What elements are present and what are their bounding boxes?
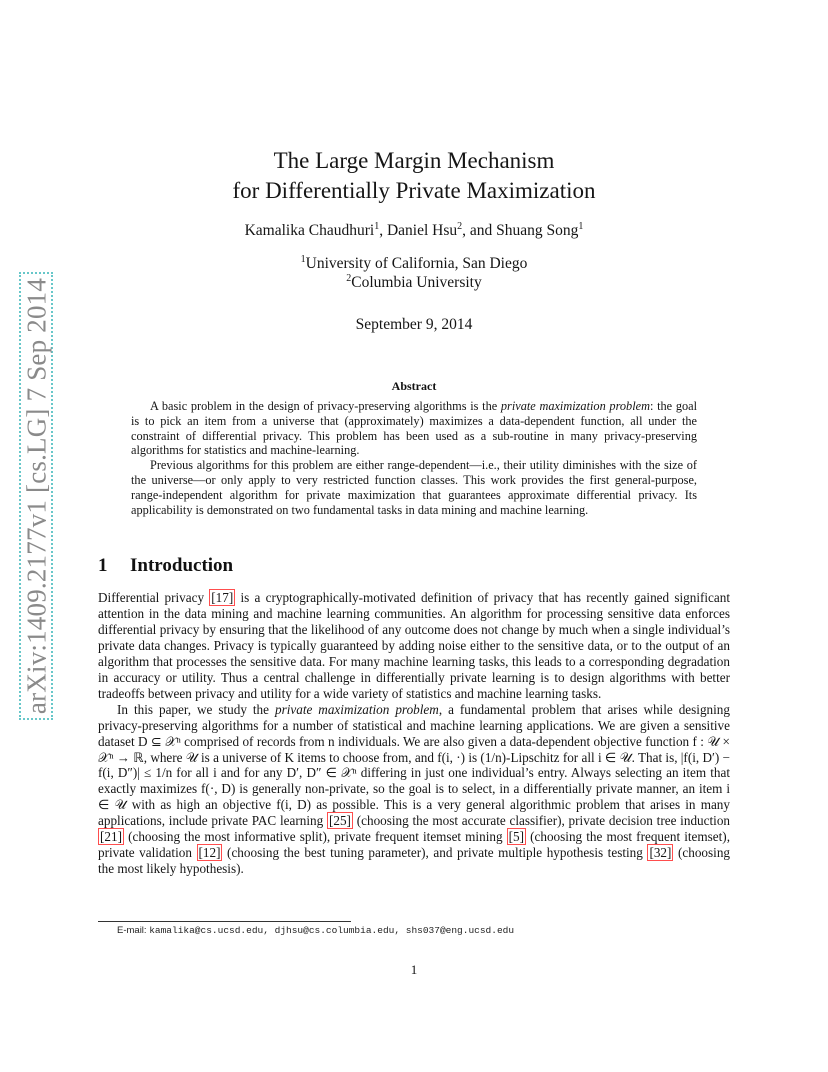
body-paragraph <box>98 590 730 702</box>
body-text: , a fundamental problem that arises while designing privacy-preserving algorithms for a number of statistical and machine learning applications. We are given a sensitive dataset D ⊆ 𝒳ⁿ comprised of records from n individuals. We are also given a data-dependent objective function f : 𝒰 × 𝒳ⁿ → ℝ, where 𝒰 is a universe of K items to choose from, and f(i, ·) is (1/n)-Lipschitz for all i ∈ 𝒰. That is, |f(i, D′) − f(i, D″)| ≤ 1/n for all i and for any D′, D″ ∈ 𝒳ⁿ differing in just one individual’s entry. Always selecting an item that exactly maximizes f(·, D) is generally non-private, so the goal is to select, in a differentially private manner, an item i ∈ 𝒰 with as high an objective f(i, D) as possible. This is a very general algorithmic problem that arises in many applications, include private PAC learning <box>98 701 731 829</box>
body-text: Differential privacy <box>98 590 210 605</box>
page-number: 1 <box>410 962 418 977</box>
citation-link[interactable]: [32] <box>649 845 672 861</box>
body-text: is a cryptographically-motivated definition of privacy that has recently gained significant attention in the data mining and machine learning communities. An algorithm for processing sensitive data enforces differential privacy by ensuring that the likelihood of any outcome does not change by much when a single individual’s private data changes. Privacy is typically guaranteed by adding noise either to the sensitive data, or to the output of an algorithm that processes the sensitive data. For many machine learning tasks, this leads to a corresponding degradation in accuracy or utility. Thus a central challenge in differentially private learning is to design algorithms with better tradeoffs between privacy and utility for a wide variety of statistics and machine learning tasks. <box>98 590 731 701</box>
citation-link[interactable]: [5] <box>508 829 525 845</box>
body-text: (choosing the most accurate classifier), private decision tree induction <box>352 813 731 829</box>
body-paragraph <box>98 702 730 877</box>
abstract-paragraph: Previous algorithms for this problem are either range-dependent—i.e., their utility diminishes with the size of the universe—or only apply to very restricted function classes. This work provides the first general-purpose, range-independent algorithm for private maximization that guarantees approximate differential privacy. Its applicability is demonstrated on two fundamental tasks in data mining and machine learning. <box>131 458 697 517</box>
affiliation-mark: 1 <box>300 253 306 265</box>
author-affiliation-mark: 1 <box>578 220 584 232</box>
body-text: (choosing the most likely hypothesis). <box>98 845 731 877</box>
citation-link[interactable]: [17] <box>211 590 234 605</box>
body-text: (choosing the best tuning parameter), and private multiple hypothesis testing <box>222 845 648 861</box>
affiliation <box>0 274 828 292</box>
citation-link[interactable]: [12] <box>198 845 221 861</box>
abstract-emphasis: private maximization problem <box>500 399 650 413</box>
paper-title-line-2: for Differentially Private Maximization <box>232 178 596 203</box>
author-affiliation-mark: 1 <box>374 220 380 232</box>
citation-link[interactable]: [21] <box>100 829 122 845</box>
body-text: In this paper, we study the <box>117 701 275 717</box>
section-title: Introduction <box>130 555 234 576</box>
abstract-body <box>131 399 697 517</box>
author-name: Daniel Hsu <box>386 222 458 239</box>
author-name: Shuang Song <box>496 222 579 239</box>
arxiv-identifier[interactable]: arXiv:1409.2177v1 [cs.LG] 7 Sep 2014 <box>21 277 52 715</box>
footnote <box>117 925 514 936</box>
paper-date: September 9, 2014 <box>355 316 473 333</box>
abstract-paragraph <box>131 399 697 458</box>
citation-link[interactable]: [25] <box>328 813 351 829</box>
author-affiliation-mark: 2 <box>457 220 463 232</box>
section-heading <box>98 555 233 577</box>
abstract-text: : the goal is to pick an item from a universe that (approximately) maximizes a data-dependent function, all under the constraint of differential privacy. This problem has been used as a sub-routine in many privacy-preserving algorithms for statistics and machine-learning. <box>131 399 697 458</box>
affiliation-name: University of California, San Diego <box>305 255 528 272</box>
affiliation-mark: 2 <box>346 272 352 284</box>
author-list <box>0 222 828 240</box>
body-text: (choosing the most frequent itemset), private validation <box>98 829 730 861</box>
author-name: Kamalika Chaudhuri <box>244 222 375 239</box>
abstract-heading: Abstract <box>391 379 437 393</box>
author-separator: , <box>379 222 387 239</box>
affiliation-name: Columbia University <box>351 274 482 291</box>
section-number: 1 <box>98 555 108 576</box>
footnote-label: E-mail: <box>117 925 150 936</box>
body-emphasis: private maximization problem <box>274 701 439 717</box>
introduction-body <box>98 590 730 877</box>
paper-title-line-1: The Large Margin Mechanism <box>273 148 555 173</box>
abstract-text: A basic problem in the design of privacy-preserving algorithms is the <box>150 399 501 413</box>
body-text: (choosing the most informative split), private frequent itemset mining <box>123 829 507 845</box>
affiliation <box>0 255 828 273</box>
author-separator: , and <box>462 222 497 239</box>
footnote-divider <box>98 921 351 922</box>
footnote-emails[interactable]: kamalika@cs.ucsd.edu, djhsu@cs.columbia.edu, shs037@eng.ucsd.edu <box>149 925 515 936</box>
